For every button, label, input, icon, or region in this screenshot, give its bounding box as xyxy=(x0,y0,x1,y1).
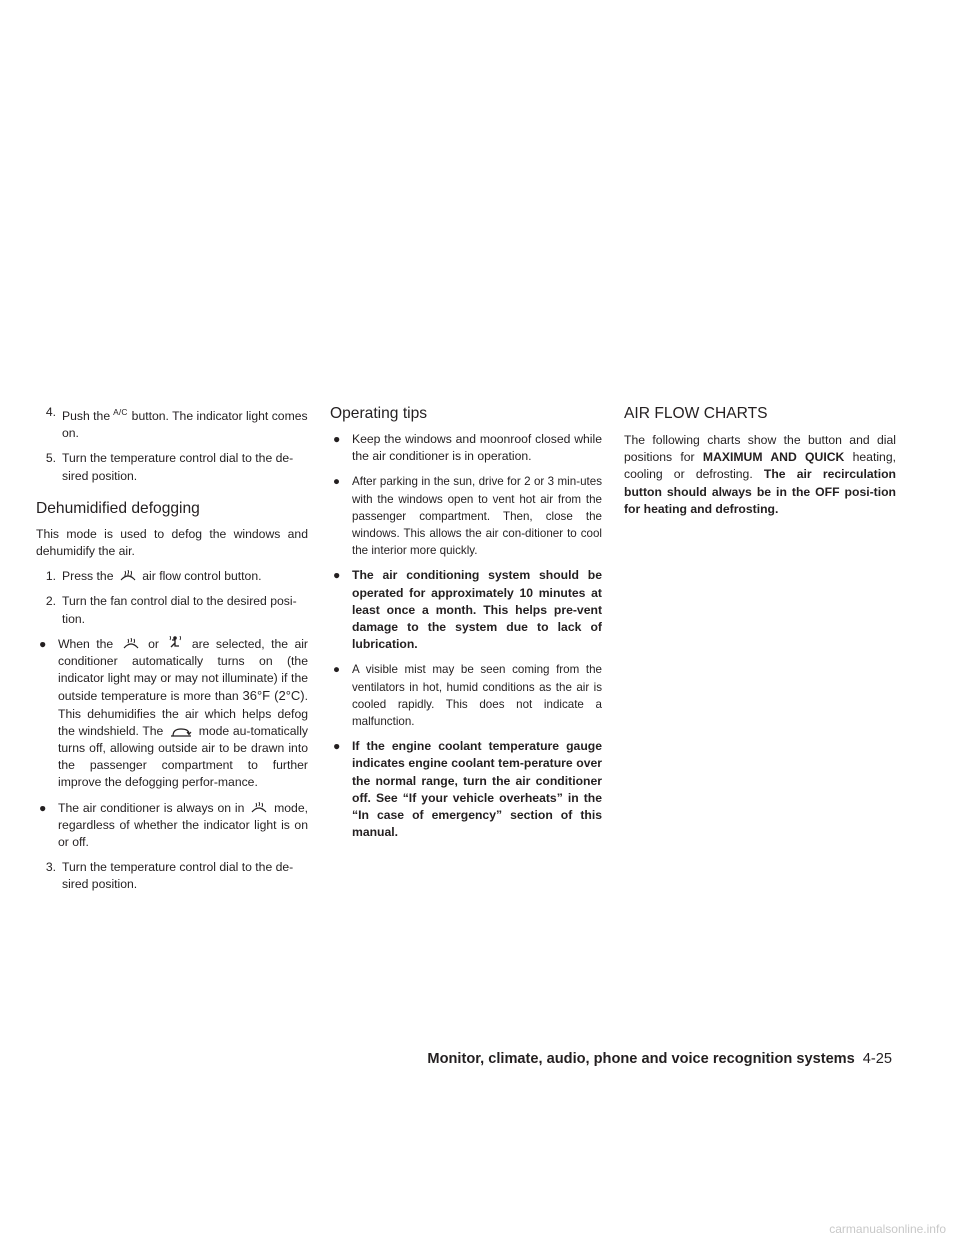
page-number: 4-25 xyxy=(862,1051,892,1067)
step-4: 4. Push the $^{A/C}$ button. The indicator light comes on. xyxy=(45,405,308,441)
bullet-2: ● The air conditioner is always on in mode, regardless of whether the indicator light is on or off. xyxy=(39,800,308,850)
step-5: 5. Turn the temperature control dial to the de-sired position. xyxy=(45,451,294,483)
front-defrost-icon xyxy=(122,638,140,651)
tip-item: ● If the engine coolant temperature gauge indicates engine coolant tem-perature over the normal range, turn the air conditioner off. See “If your vehicle overheats” in the “In case of emergency” section of this manual. xyxy=(333,739,602,840)
tips-list xyxy=(330,431,602,841)
column-2 xyxy=(330,404,602,849)
step-3: 3. Turn the temperature control dial to the de-sired position. xyxy=(45,860,294,892)
heading-dehumidified-defogging: Dehumidified defogging xyxy=(36,499,200,517)
tip-item: ● The air conditioning system should be operated for approximately 10 minutes at least once a month. This helps pre-vent damage to the system due to lack of lubrication. xyxy=(333,568,602,652)
front-defrost-icon xyxy=(119,570,137,583)
air-flow-paragraph: The following charts show the button and dial positions for MAXIMUM AND QUICK heating, cooling or defrosting. The air recirculation button should always be in the OFF posi-tion for heating and defrosting. xyxy=(624,433,897,516)
tip-item: ● After parking in the sun, drive for 2 or 3 min-utes with the windows open to vent hot air from the passenger compartment. Then, close the windows. This allows the air con-ditioner to cool the interior more quickly. xyxy=(333,475,602,558)
floor-defrost-icon xyxy=(167,636,183,651)
tip-item: ● Keep the windows and moonroof closed while the air conditioner is in operation. xyxy=(333,432,602,464)
column-1 xyxy=(36,404,308,902)
front-defrost-icon xyxy=(250,802,268,815)
step-1: 1. Press the air flow control button. xyxy=(45,569,262,584)
heading-air-flow-charts: AIR FLOW CHARTS xyxy=(624,405,768,422)
watermark: carmanualsonline.info xyxy=(829,1222,946,1236)
footer-section-title: Monitor, climate, audio, phone and voice recognition systems xyxy=(427,1051,855,1067)
air-recirculation-icon xyxy=(169,726,193,738)
tip-item: ● A visible mist may be seen coming from the ventilators in hot, humid conditions as the air is cooled rapidly. This does not indicate a malfunction. xyxy=(333,663,602,729)
ac-button-icon: A/C xyxy=(113,407,128,417)
page-footer xyxy=(427,1050,892,1068)
column-3 xyxy=(624,404,896,518)
bullet-1: ● When the or are selected, the air conditioner automatically turns on (the indicator light may or may not illuminate) if the outside temperature is more than 36°F (2°C). This dehumidifies the air which helps defog the windshield. The mode au-tomatically turns off, allowing outside air to be drawn into the passenger compartment to further improve the defogging perfor-mance. xyxy=(39,636,309,790)
intro-paragraph: This mode is used to defog the windows and dehumidify the air. xyxy=(36,526,308,559)
heading-operating-tips: Operating tips xyxy=(330,405,428,422)
step-2: 2. Turn the fan control dial to the desired posi-tion. xyxy=(45,594,297,626)
